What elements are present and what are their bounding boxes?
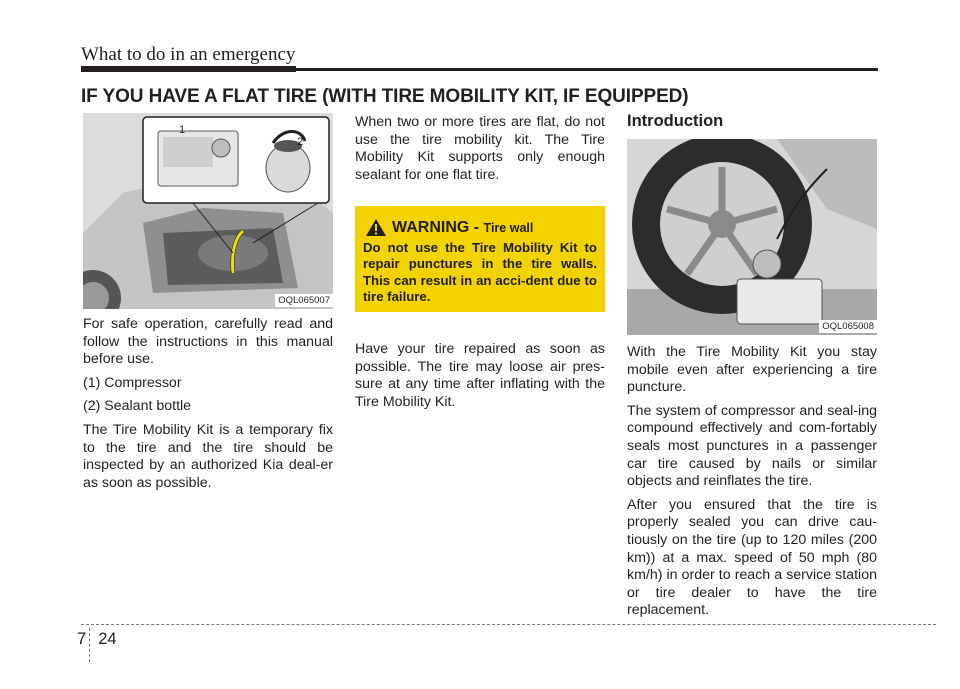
warning-subject: Tire wall xyxy=(483,221,534,235)
figure-tire-inflation xyxy=(627,139,877,335)
section-title: IF YOU HAVE A FLAT TIRE (WITH TIRE MOBILITY KIT, IF EQUIPPED) xyxy=(81,86,689,107)
paragraph: For safe operation, carefully read and follow the instructions in this manual before use. xyxy=(83,316,333,368)
chapter-number: 7 xyxy=(77,630,87,648)
warning-triangle-icon xyxy=(365,218,387,237)
paragraph: After you ensured that the tire is properly sealed you can drive cau-tiously on the tire (up to 120 miles (200 km)) at a max. speed of 50 mph (80 km/h) in order to reach a service station or tire dealer to have the tire replacement. xyxy=(627,496,877,619)
column-1-text xyxy=(83,316,333,498)
column-2-text-top xyxy=(355,114,605,190)
figure-trunk-kit xyxy=(83,113,333,309)
column-2-text-bottom xyxy=(355,341,605,417)
list-item: (1) Compressor xyxy=(83,374,182,391)
paragraph: Have your tire repaired as soon as possible. The tire may loose air pres-sure at any time after inflating with the Tire Mobility Kit. xyxy=(355,341,605,410)
page-number xyxy=(77,630,117,649)
warning-body: Do not use the Tire Mobility Kit to repair punctures in the tire walls. This can result in an acci-dent due to tire failure. xyxy=(363,240,597,305)
header-rule-accent xyxy=(81,66,296,72)
page-number-value: 24 xyxy=(98,630,117,648)
callout-1: 1 xyxy=(179,124,186,136)
running-header: What to do in an emergency xyxy=(81,44,296,65)
paragraph: The Tire Mobility Kit is a temporary fix to the tire and the tire should be inspected by an authorized Kia deal-er as soon as possible. xyxy=(83,421,333,491)
figure-code: OQL065008 xyxy=(819,320,877,333)
footer-rule xyxy=(81,624,936,625)
column-3-text xyxy=(627,344,877,626)
figure-code: OQL065007 xyxy=(275,294,333,307)
callout-2: 2 xyxy=(297,136,304,148)
list-item: (2) Sealant bottle xyxy=(83,398,192,415)
warning-label: WARNING - xyxy=(392,219,484,236)
paragraph: The system of compressor and seal-ing compound effectively and com-fortably seals most punctures in a passenger car tire caused by nails or similar objects and reinflates the tire. xyxy=(627,402,877,490)
paragraph: When two or more tires are flat, do not use the tire mobility kit. The Tire Mobility Kit supports only enough sealant for one flat tire. xyxy=(355,114,605,183)
paragraph: With the Tire Mobility Kit you stay mobile even after experiencing a tire puncture. xyxy=(627,344,877,396)
subsection-title: Introduction xyxy=(627,112,724,130)
warning-title xyxy=(392,219,533,237)
warning-box xyxy=(355,206,605,312)
tire-illustration xyxy=(627,139,877,335)
trunk-illustration xyxy=(83,113,333,309)
